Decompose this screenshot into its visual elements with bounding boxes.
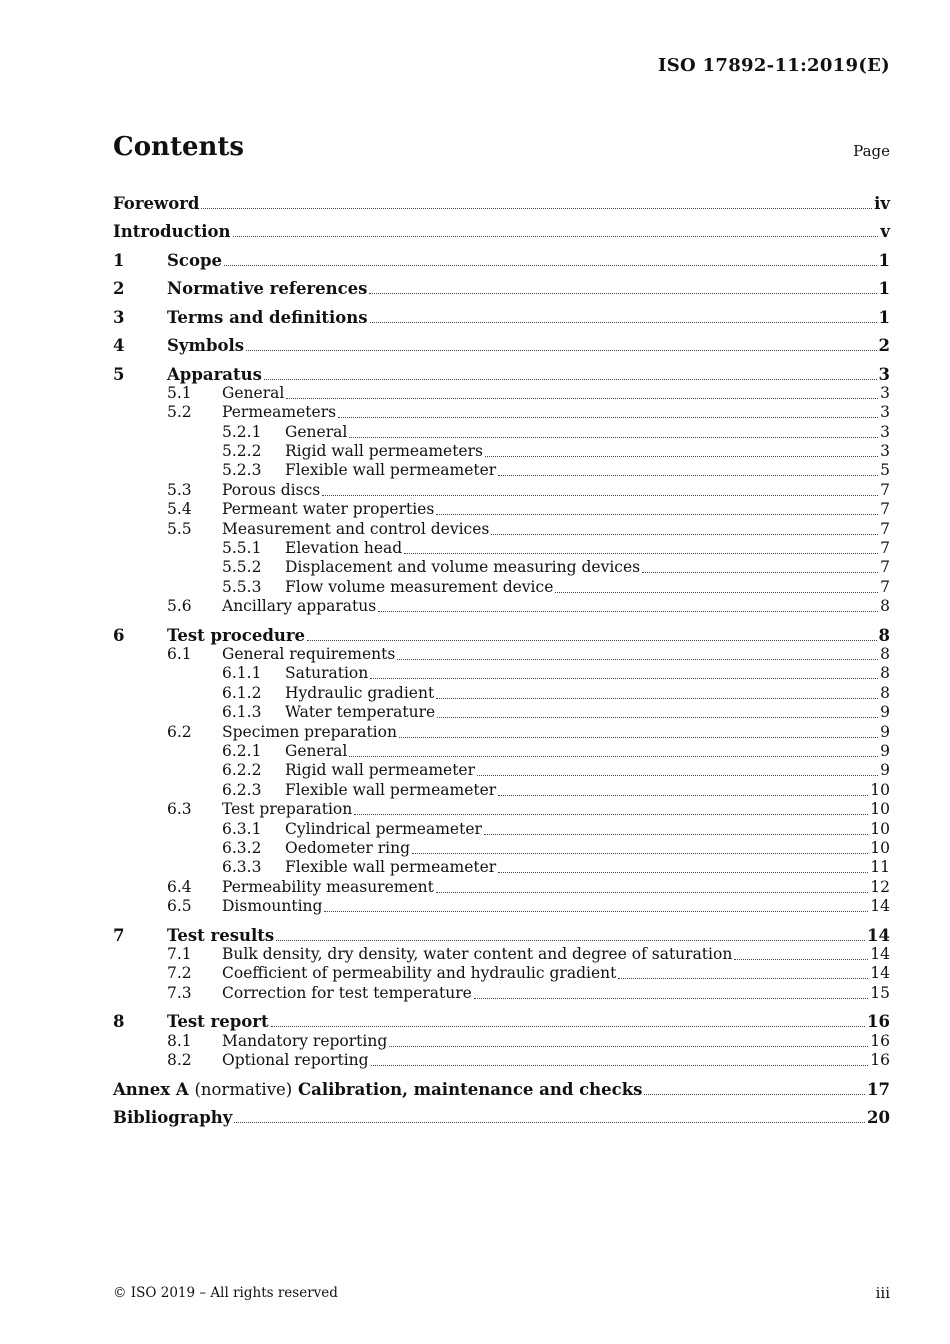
toc-entry-number: 8.2 [167,1051,192,1070]
toc-leader-dots [412,852,868,854]
toc-entry-number: 5.6 [167,597,192,616]
toc-entry[interactable] [113,1099,890,1128]
toc-entry-number: 6.2 [167,722,192,741]
toc-entry[interactable] [113,422,890,441]
toc-entry-number: 6.1 [167,645,192,664]
toc-entry-page: 8 [878,625,890,645]
toc-entry-number: 6.2.2 [222,761,262,780]
toc-leader-dots [404,552,878,554]
toc-entry-page: 9 [880,742,890,761]
toc-leader-dots [618,977,868,979]
toc-entry-title: Annex A (normative) Calibration, maintenance and checks [113,1079,643,1099]
toc-entry-title: Flow volume measurement device [285,577,554,596]
toc-entry-subtitle: Calibration, maintenance and checks [298,1079,643,1099]
toc-entry-number: 7.3 [167,983,192,1002]
page-title: Contents [113,132,245,162]
toc-entry-title: Specimen preparation [222,722,397,741]
toc-entry-title: Rigid wall permeameter [285,761,476,780]
toc-entry[interactable] [113,722,890,741]
toc-leader-dots [474,997,868,999]
toc-entry[interactable] [113,298,890,327]
toc-entry-page: 7 [880,480,890,499]
toc-entry-page: 10 [870,800,890,819]
toc-entry[interactable] [113,327,890,356]
toc-leader-dots [644,1093,865,1095]
toc-entry[interactable] [113,597,890,616]
toc-entry-page: 10 [870,819,890,838]
toc-entry-number: 6.2.3 [222,780,262,799]
toc-entry-title: Dismounting [222,897,323,916]
toc-leader-dots [264,378,877,380]
toc-leader-dots [354,813,868,815]
toc-leader-dots [498,474,878,476]
toc-entry[interactable] [113,403,890,422]
toc-entry-title: Flexible wall permeameter [285,858,497,877]
toc-entry-number: 7.2 [167,964,192,983]
toc-entry-number: 5 [113,364,125,384]
toc-entry-page: 3 [878,364,890,384]
toc-entry-page: v [880,222,890,241]
toc-entry-page: 3 [880,442,890,461]
toc-entry-page: 16 [867,1012,890,1032]
toc-entry-title: Optional reporting [222,1051,369,1070]
toc-leader-dots [371,1064,869,1066]
toc-leader-dots [201,207,872,209]
toc-leader-dots [338,416,878,418]
toc-entry[interactable] [113,780,890,799]
toc-entry-number: 3 [113,307,125,327]
toc-leader-dots [233,235,879,237]
toc-entry[interactable] [113,577,890,596]
toc-entry-title: Elevation head [285,539,403,558]
toc-entry-title: Normative references [167,279,368,298]
toc-entry[interactable] [113,1031,890,1050]
toc-leader-dots [234,1121,865,1123]
toc-leader-dots [307,639,876,641]
toc-entry-title: Test results [167,925,275,945]
toc-entry-number: 5.5 [167,519,192,538]
toc-entry[interactable] [113,819,890,838]
toc-entry-number: 7.1 [167,945,192,964]
toc-leader-dots [555,591,878,593]
toc-entry-title: General requirements [222,645,396,664]
toc-entry-page: 7 [880,539,890,558]
toc-entry-title: Introduction [113,222,231,241]
toc-entry-title: Coefficient of permeability and hydraulic gradient [222,964,617,983]
toc-entry-number: 6.3.1 [222,819,262,838]
toc-entry-page: 8 [880,683,890,702]
toc-leader-dots [477,774,878,776]
toc-entry-page: 1 [878,250,890,270]
toc-leader-dots [642,571,878,573]
toc-entry-number: 5.5.2 [222,558,262,577]
toc-entry[interactable] [113,664,890,683]
toc-entry-page: 11 [870,858,890,877]
toc-leader-dots [370,321,877,323]
toc-entry-page: 3 [880,383,890,402]
toc-entry-page: 10 [870,838,890,857]
toc-entry[interactable] [113,761,890,780]
toc-leader-dots [271,1025,865,1027]
toc-leader-dots [397,658,878,660]
toc-entry[interactable] [113,683,890,702]
toc-leader-dots [484,833,868,835]
toc-entry-number: 6.2.1 [222,742,262,761]
toc-entry[interactable] [113,519,890,538]
toc-leader-dots [378,610,878,612]
toc-entry[interactable] [113,964,890,983]
toc-leader-dots [286,397,878,399]
toc-leader-dots [436,513,878,515]
toc-entry-title: Correction for test temperature [222,983,472,1002]
toc-entry[interactable] [113,384,890,403]
toc-entry-title: Foreword [113,193,200,213]
toc-entry-title: General [285,742,348,761]
toc-entry-number: 4 [113,336,125,355]
toc-entry-title: General [285,422,348,441]
toc-entry[interactable] [113,703,890,722]
toc-entry-page: 16 [870,1051,890,1070]
toc-entry-page: 3 [880,422,890,441]
toc-entry-title: Displacement and volume measuring devices [285,558,641,577]
toc-entry-title: Terms and definitions [167,307,368,327]
toc-entry-page: 1 [878,307,890,327]
page-number: iii [875,1284,890,1302]
toc-entry-title: Flexible wall permeameter [285,461,497,480]
toc-entry-page: 17 [867,1079,890,1099]
toc-entry-title: Permeameters [222,403,337,422]
toc-entry[interactable] [113,645,890,664]
toc-leader-dots [436,697,878,699]
toc-entry-page: 8 [880,597,890,616]
toc-entry-page: 7 [880,519,890,538]
toc-entry-number: 5.2.3 [222,461,262,480]
toc-entry-title: Hydraulic gradient [285,683,435,702]
toc-entry-page: 10 [870,780,890,799]
page-column-label: Page [853,142,890,160]
toc-entry-title: Test report [167,1012,269,1032]
toc-leader-dots [349,436,878,438]
toc-entry-number: 5.5.1 [222,539,262,558]
toc-entry-title: General [222,383,285,402]
toc-entry-number: 1 [113,250,125,270]
toc-entry-page: 5 [880,461,890,480]
toc-leader-dots [246,349,876,351]
toc-entry-title: Flexible wall permeameter [285,780,497,799]
toc-entry-title: Test procedure [167,625,306,645]
toc-leader-dots [276,939,865,941]
toc-entry[interactable] [113,500,890,519]
toc-entry-title: Mandatory reporting [222,1031,388,1050]
toc-entry-page: 2 [878,336,890,355]
toc-entry[interactable] [113,480,890,499]
toc-entry[interactable] [113,270,890,299]
toc-entry-title: Bulk density, dry density, water content and degree of saturation [222,945,733,964]
toc-leader-dots [324,910,868,912]
toc-entry[interactable] [113,916,890,945]
toc-entry[interactable] [113,461,890,480]
toc-entry[interactable] [113,184,890,213]
toc-entry-page: 9 [880,722,890,741]
toc-entry-title: Scope [167,250,223,270]
toc-leader-dots [322,494,878,496]
toc-leader-dots [370,677,878,679]
toc-entry-number: 6.5 [167,897,192,916]
document-id: ISO 17892-11:2019(E) [657,55,890,76]
toc-entry-number: 8.1 [167,1031,192,1050]
toc-entry-number: 5.3 [167,480,192,499]
toc-entry-title: Measurement and control devices [222,519,490,538]
toc-entry-title: Bibliography [113,1108,233,1128]
toc-entry-page: 14 [870,964,890,983]
toc-entry-number: 6.1.1 [222,664,262,683]
toc-entry[interactable] [113,1070,890,1099]
toc-entry-title: Permeant water properties [222,500,435,519]
toc-entry-page: 20 [867,1108,890,1128]
toc-entry-number: 5.2 [167,403,192,422]
toc-entry-page: 1 [878,279,890,298]
toc-entry-number: 8 [113,1012,125,1032]
toc-entry-page: 8 [880,645,890,664]
toc-leader-dots [498,871,868,873]
toc-entry[interactable] [113,539,890,558]
toc-leader-dots [224,264,877,266]
toc-entry-page: 14 [867,925,890,945]
toc-entry-number: 5.5.3 [222,577,262,596]
toc-entry-number: 6.1.2 [222,683,262,702]
toc-entry-number: 6.3.2 [222,838,262,857]
toc-entry-page: 15 [870,983,890,1002]
toc-leader-dots [389,1045,868,1047]
toc-entry-page: 12 [870,877,890,896]
toc-entry-number: 5.2.2 [222,442,262,461]
toc-entry-number: 6.3.3 [222,858,262,877]
toc-entry[interactable] [113,742,890,761]
toc-entry-page: iv [874,193,890,213]
toc-leader-dots [485,455,878,457]
toc-entry[interactable] [113,1003,890,1032]
toc-leader-dots [436,891,868,893]
toc-leader-dots [498,794,868,796]
toc-entry-page: 9 [880,703,890,722]
toc-entry-page: 14 [870,897,890,916]
toc-entry-page: 7 [880,577,890,596]
toc-entry[interactable] [113,1051,890,1070]
toc-entry-page: 7 [880,558,890,577]
toc-entry-note: (normative) [194,1079,293,1099]
toc-entry[interactable] [113,213,890,242]
toc-entry-title: Rigid wall permeameters [285,442,483,461]
toc-entry[interactable] [113,983,890,1002]
toc-entry-page: 9 [880,761,890,780]
toc-entry-title: Test preparation [222,800,353,819]
toc-entry-page: 3 [880,403,890,422]
toc-leader-dots [369,292,876,294]
toc-entry-title: Apparatus [167,364,262,384]
toc-entry[interactable] [113,800,890,819]
toc-entry-number: 6.4 [167,877,192,896]
toc-entry[interactable] [113,241,890,270]
toc-entry-page: 14 [870,945,890,964]
toc-entry-number: 6 [113,625,125,645]
toc-entry-number: 7 [113,925,125,945]
toc-entry-number: 6.3 [167,800,192,819]
toc-entry[interactable] [113,558,890,577]
toc-leader-dots [399,736,878,738]
toc-entry[interactable] [113,355,890,384]
toc-entry-number: 5.1 [167,383,192,402]
toc-entry-title: Ancillary apparatus [222,597,377,616]
toc-leader-dots [437,716,878,718]
toc-entry-page: 7 [880,500,890,519]
toc-entry[interactable] [113,877,890,896]
toc-entry-page: 8 [880,664,890,683]
toc-entry-title: Permeability measurement [222,877,434,896]
toc-entry[interactable] [113,616,890,645]
toc-entry-number: 5.4 [167,500,192,519]
toc-entry[interactable] [113,442,890,461]
toc-entry[interactable] [113,897,890,916]
toc-entry-number: 5.2.1 [222,422,262,441]
toc-entry-title: Cylindrical permeameter [285,819,482,838]
toc-entry[interactable] [113,945,890,964]
toc-entry-title: Porous discs [222,480,321,499]
toc-entry-title: Oedometer ring [285,838,411,857]
table-of-contents [113,184,890,1127]
toc-entry-number: 6.1.3 [222,703,262,722]
toc-entry-number: 2 [113,279,125,298]
toc-leader-dots [734,958,868,960]
toc-entry-page: 16 [870,1031,890,1050]
toc-entry-title: Saturation [285,664,369,683]
copyright-notice: © ISO 2019 – All rights reserved [113,1285,338,1301]
toc-entry[interactable] [113,839,890,858]
toc-entry-title: Water temperature [285,703,436,722]
toc-leader-dots [349,755,878,757]
toc-entry-title: Symbols [167,336,245,355]
toc-entry[interactable] [113,858,890,877]
toc-leader-dots [491,533,878,535]
